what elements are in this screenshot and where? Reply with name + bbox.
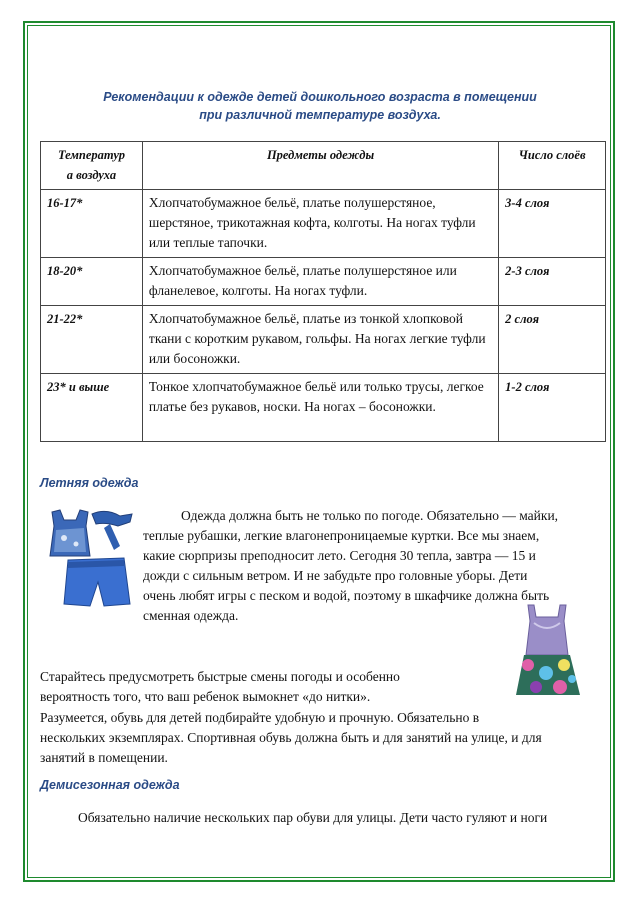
table-row [41, 190, 606, 258]
page-title-line1: Рекомендации к одежде детей дошкольного возраста в помещении [103, 90, 537, 104]
row-items: Хлопчатобумажное бельё, платье полушерстяное или фланелевое, колготы. На ногах туфли. [142, 258, 498, 306]
row-layers: 1-2 слоя [499, 374, 606, 442]
summer-para1-line2: теплые рубашки, легкие влагонепроницаемые куртки. Все мы знаем, [143, 528, 540, 543]
summer-para2-line4: нескольких экземплярах. Спортивная обувь должна быть и для занятий на улице, и для [40, 730, 542, 745]
row-temp: 23* и выше [41, 374, 143, 442]
page-title-line2: при различной температуре воздуха. [199, 108, 441, 122]
summer-para2-line3: Разумеется, обувь для детей подбирайте удобную и прочную. Обязательно в [40, 710, 480, 725]
row-temp: 21-22* [41, 306, 143, 374]
row-layers: 2 слоя [499, 306, 606, 374]
header-temp-line1: Температур [57, 148, 125, 162]
summer-para2-line5: занятий в помещении. [40, 750, 168, 765]
summer-para2-line1: Старайтесь предусмотреть быстрые смены погоды и особенно [40, 669, 400, 684]
header-items: Предметы одежды [142, 142, 498, 190]
summer-para1-line6: сменная одежда. [143, 608, 239, 623]
header-temp-line2: а воздуха [66, 168, 117, 182]
summer-para1-line3: какие сюрпризы преподносит лето. Сегодня 30 тепла, завтра — 15 и [143, 548, 536, 563]
demi-heading: Демисезонная одежда [40, 778, 180, 792]
clothing-table [40, 141, 606, 442]
row-layers: 2-3 слоя [499, 258, 606, 306]
row-layers: 3-4 слоя [499, 190, 606, 258]
boys-summer-outfit-image [44, 506, 136, 610]
girls-summer-outfit-image [514, 603, 582, 699]
summer-heading: Летняя одежда [40, 476, 139, 490]
row-items: Хлопчатобумажное бельё, платье полушерстяное, шерстяное, трикотажная кофта, колготы. На ногах туфли или теплые тапочки. [142, 190, 498, 258]
table-row [41, 306, 606, 374]
table-row [41, 374, 606, 442]
row-temp: 16-17* [41, 190, 143, 258]
table-header-row [41, 142, 606, 190]
row-items: Тонкое хлопчатобумажное бельё или только трусы, легкое платье без рукавов, носки. На ногах – босоножки. [142, 374, 498, 442]
summer-para2-line2: вероятность того, что ваш ребенок вымокнет «до нитки». [40, 689, 371, 704]
summer-para1-line4: дожди с сильным ветром. И не забудьте про головные уборы. Дети [143, 568, 528, 583]
summer-para1-line5: очень любят игры с песком и водой, поэтому в шкафчике должна быть [143, 588, 550, 603]
header-layers: Число слоёв [499, 142, 606, 190]
row-temp: 18-20* [41, 258, 143, 306]
demi-para1: Обязательно наличие нескольких пар обуви для улицы. Дети часто гуляют и ноги [78, 810, 548, 825]
summer-para1-line1: Одежда должна быть не только по погоде. Обязательно — майки, [181, 508, 559, 523]
row-items: Хлопчатобумажное бельё, платье из тонкой хлопковой ткани с коротким рукавом, гольфы. На ногах легкие туфли или босоножки. [142, 306, 498, 374]
table-row [41, 258, 606, 306]
header-temperature [41, 142, 143, 190]
